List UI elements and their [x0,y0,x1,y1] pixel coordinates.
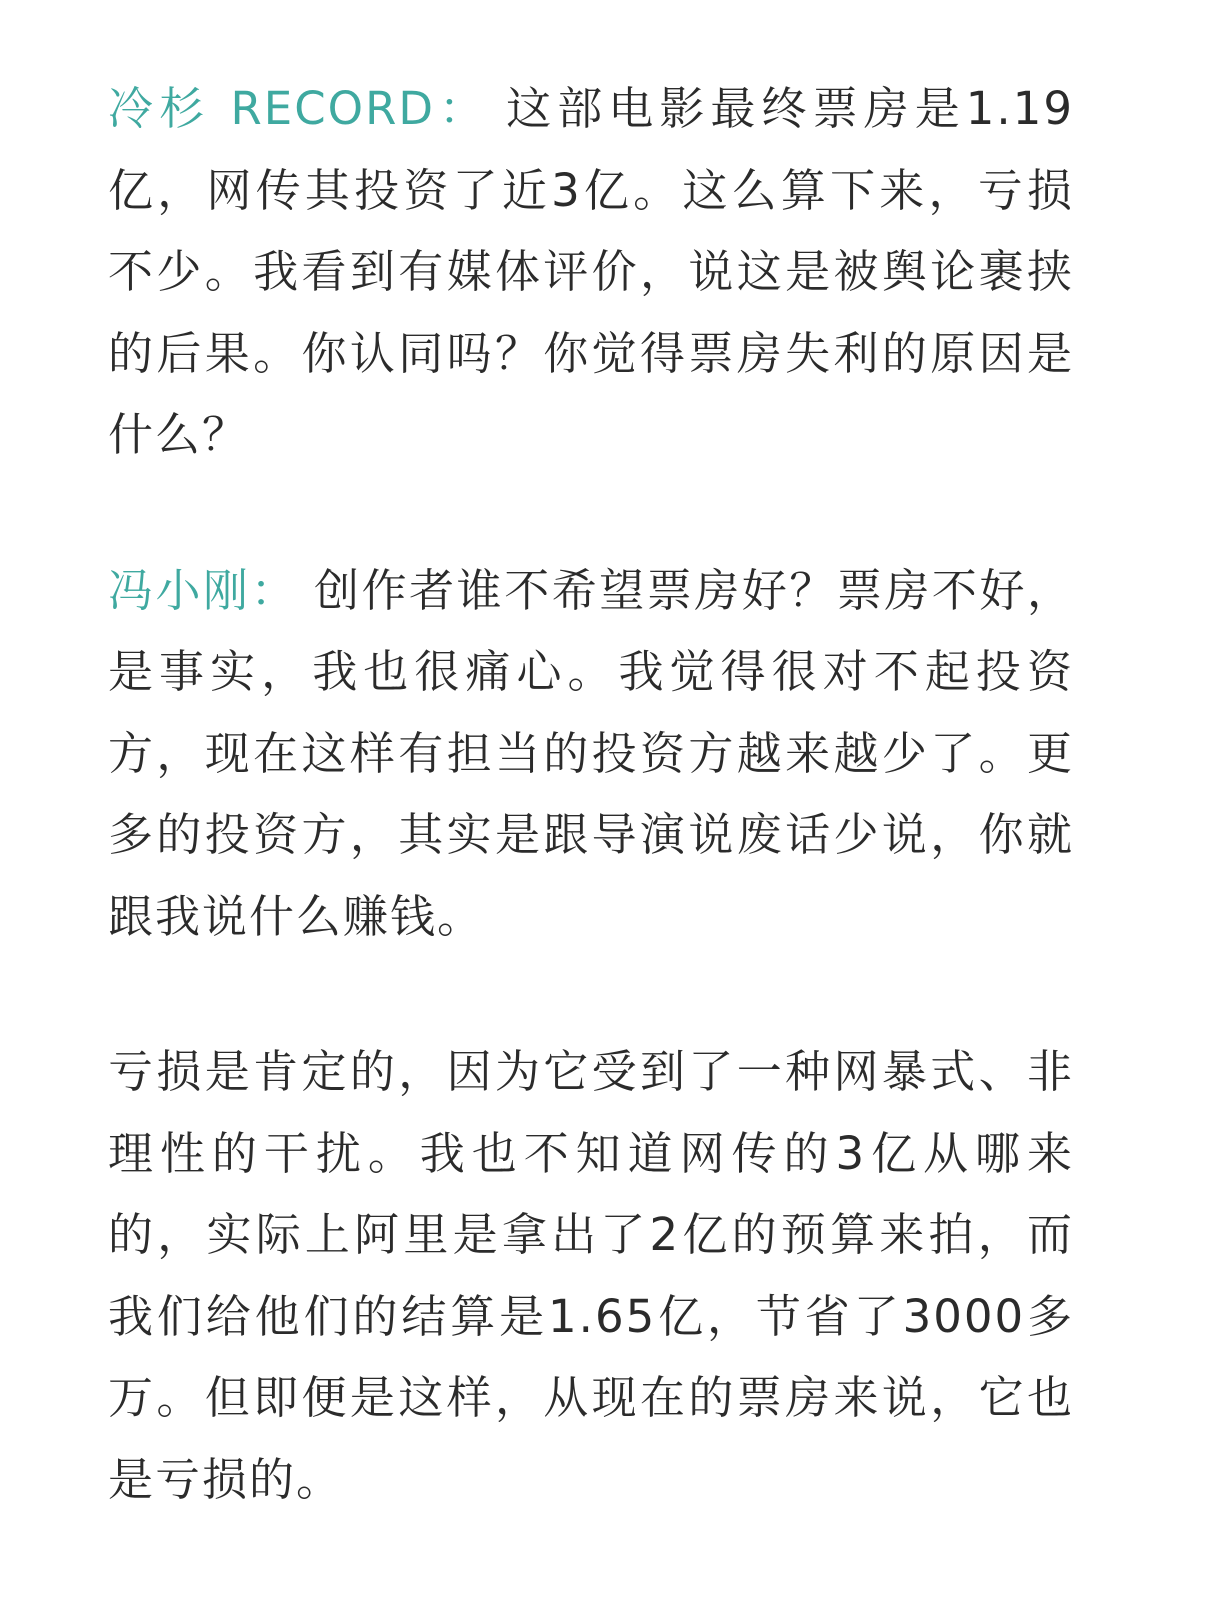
speaker-colon: ： [250,563,299,617]
speaker-colon: ： [434,82,491,135]
paragraph-answer [108,550,1074,958]
paragraph-question [108,68,1074,476]
speaker-interviewee [108,564,314,617]
article-body [108,68,1074,1520]
paragraph-text: 亏损是肯定的，因为它受到了一种网暴式、非理性的干扰。我也不知道网传的3亿从哪来的，实际上阿里是拿出了2亿的预算来拍，而我们给他们的结算是1.65亿，节省了3000多万。但即便是这样，从现在的票房来说，它也是亏损的。 [108,1045,1074,1506]
speaker-interviewer [108,82,506,135]
speaker-name: 冷杉 RECORD [108,82,435,135]
paragraph-text: 这部电影最终票房是1.19亿，网传其投资了近3亿。这么算下来，亏损不少。我看到有媒体评价，说这是被舆论裹挟的后果。你认同吗？你觉得票房失利的原因是什么？ [108,82,1074,461]
paragraph-text: 创作者谁不希望票房好？票房不好，是事实，我也很痛心。我觉得很对不起投资方，现在这样有担当的投资方越来越少了。更多的投资方，其实是跟导演说废话少说，你就跟我说什么赚钱。 [108,563,1074,943]
speaker-name: 冯小刚 [108,563,251,617]
paragraph-answer-continued [108,1031,1074,1520]
